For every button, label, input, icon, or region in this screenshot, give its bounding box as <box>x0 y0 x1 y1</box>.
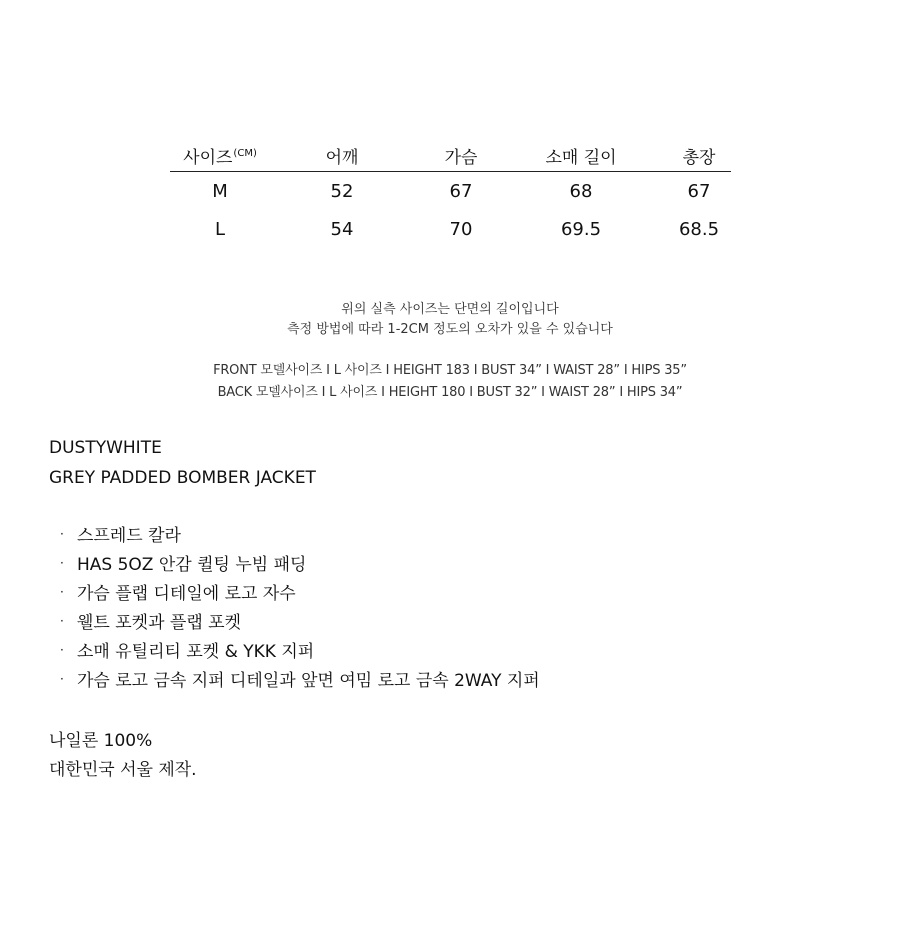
model-info-back: BACK 모델사이즈 I L 사이즈 I HEIGHT 180 I BUST 32” I WAIST 28” I HIPS 34” <box>217 385 683 400</box>
header-length: 총장 <box>682 148 716 168</box>
cell-chest: 67 <box>449 181 473 202</box>
model-info-front: FRONT 모델사이즈 I L 사이즈 I HEIGHT 183 I BUST 34” I WAIST 28” I HIPS 35” <box>213 363 687 378</box>
cell-sleeve: 68 <box>569 181 593 202</box>
feature-text: 가슴 로고 금속 지퍼 디테일과 앞면 여밈 로고 금속 2WAY 지퍼 <box>77 671 540 691</box>
product-color: DUSTYWHITE <box>49 438 162 458</box>
size-row-l <box>170 210 731 248</box>
bullet-icon: · <box>60 527 64 541</box>
header-sleeve: 소매 길이 <box>545 148 617 168</box>
bullet-icon: · <box>60 614 64 628</box>
list-item <box>60 667 540 696</box>
list-item <box>60 522 540 551</box>
product-title <box>49 436 316 496</box>
size-table <box>170 140 731 248</box>
header-size <box>183 143 257 168</box>
size-table-header <box>170 140 731 172</box>
cell-chest: 70 <box>449 219 473 240</box>
bullet-icon: · <box>60 556 64 570</box>
country-of-origin: 대한민국 서울 제작. <box>49 760 197 780</box>
product-name: GREY PADDED BOMBER JACKET <box>49 468 316 488</box>
cell-length: 67 <box>687 181 711 202</box>
cell-size: L <box>214 219 226 240</box>
bullet-icon: · <box>60 643 64 657</box>
material-info <box>49 729 197 787</box>
header-size-label: 사이즈 <box>183 148 233 168</box>
measurement-note-2: 측정 방법에 따라 1-2CM 정도의 오차가 있을 수 있습니다 <box>287 322 613 337</box>
fabric-composition: 나일론 100% <box>49 731 153 751</box>
cell-size: M <box>212 181 228 202</box>
cell-sleeve: 69.5 <box>560 219 602 240</box>
feature-text: 웰트 포켓과 플랩 포켓 <box>77 613 242 633</box>
bullet-icon: · <box>60 585 64 599</box>
feature-text: HAS 5OZ 안감 퀼팅 누빔 패딩 <box>77 555 307 575</box>
size-row-m <box>170 172 731 210</box>
feature-text: 스프레드 칼라 <box>77 526 181 546</box>
cell-shoulder: 54 <box>330 219 354 240</box>
feature-text: 가슴 플랩 디테일에 로고 자수 <box>77 584 296 604</box>
cell-shoulder: 52 <box>330 181 354 202</box>
measurement-note-1: 위의 실측 사이즈는 단면의 길이입니다 <box>341 302 559 317</box>
measurement-notes <box>0 300 900 340</box>
list-item <box>60 638 540 667</box>
bullet-icon: · <box>60 672 64 686</box>
cell-length: 68.5 <box>678 219 720 240</box>
list-item <box>60 580 540 609</box>
feature-list <box>60 522 540 696</box>
header-shoulder: 어깨 <box>325 148 359 168</box>
header-chest: 가슴 <box>444 148 478 168</box>
header-unit: (CM) <box>233 148 257 159</box>
list-item <box>60 609 540 638</box>
list-item <box>60 551 540 580</box>
model-info <box>0 360 900 404</box>
feature-text: 소매 유틸리티 포켓 & YKK 지퍼 <box>77 642 315 662</box>
